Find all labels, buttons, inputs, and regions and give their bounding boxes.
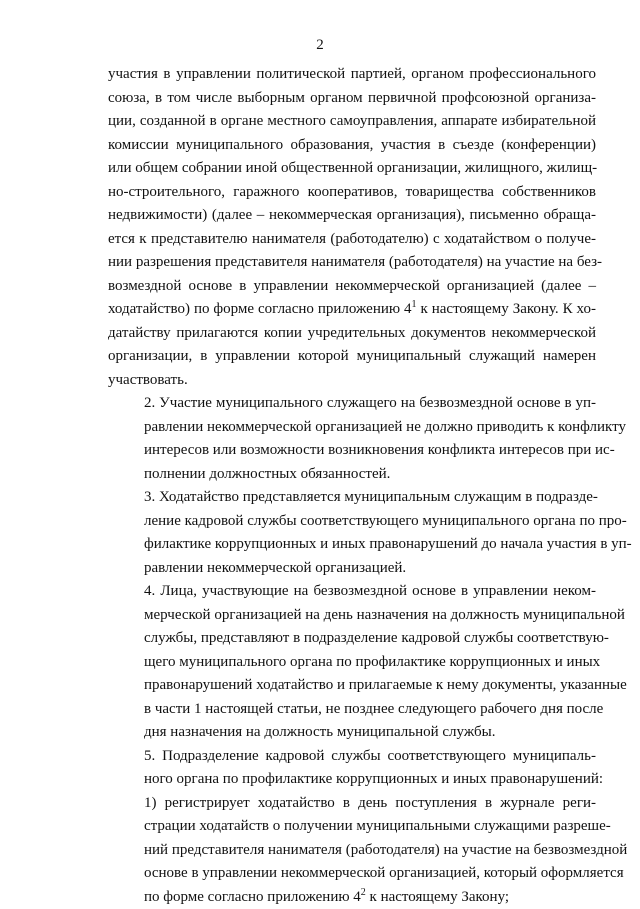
- paragraph-p5-1: [108, 792, 596, 909]
- text-line: участвовать.: [108, 369, 596, 393]
- text-line: организации, в управлении которой муниципальный служащий намерен: [108, 345, 596, 369]
- text-line: [108, 275, 596, 299]
- page-number: 2: [0, 36, 640, 54]
- text-line: 2. Участие муниципального служащего на безвозмездной основе в уп-: [108, 392, 596, 416]
- text-line: филактике коррупционных и иных правонарушений до начала участия в уп-: [108, 533, 596, 557]
- text-line: комиссии муниципального образования, участия в съезде (конференции): [108, 134, 596, 158]
- text-line: ции, созданной в органе местного самоуправления, аппарате избирательной: [108, 110, 596, 134]
- text-line: 5. Подразделение кадровой службы соответствующего муниципаль-: [108, 745, 596, 769]
- text-segment: к настоящему Закону;: [366, 889, 509, 905]
- text-line: [108, 886, 596, 909]
- text-line: ний представителя нанимателя (работодателя) на участие на безвозмездной: [108, 839, 596, 863]
- text-line: равлении некоммерческой организацией не должно приводить к конфликту: [108, 416, 596, 440]
- text-line: основе в управлении некоммерческой организацией, который оформляется: [108, 862, 596, 886]
- paragraph-p4: [108, 580, 596, 745]
- footnote-superscript: 2: [361, 887, 366, 898]
- text-line: участия в управлении политической партией, органом профессионального: [108, 63, 596, 87]
- text-segment: ходатайство) по форме согласно приложению 4: [108, 301, 412, 317]
- text-line: ление кадровой службы соответствующего муниципального органа по про-: [108, 510, 596, 534]
- text-line: нии разрешения представителя нанимателя (работодателя) на участие на без-: [108, 251, 596, 275]
- text-segment: по форме согласно приложению 4: [144, 889, 361, 905]
- document-body: [108, 63, 596, 909]
- text-line: 3. Ходатайство представляется муниципальным служащим в подразде-: [108, 486, 596, 510]
- text-line: но-строительного, гаражного кооперативов, товарищества собственников: [108, 181, 596, 205]
- text-line: [108, 298, 596, 322]
- text-line: щего муниципального органа по профилактике коррупционных и иных: [108, 651, 596, 675]
- text-line: в части 1 настоящей статьи, не позднее следующего рабочего дня после: [108, 698, 596, 722]
- paragraph-p3: [108, 486, 596, 580]
- text-line: датайству прилагаются копии учредительных документов некоммерческой: [108, 322, 596, 346]
- text-line: ного органа по профилактике коррупционных и иных правонарушений:: [108, 768, 596, 792]
- paragraph-p2: [108, 392, 596, 486]
- text-line: недвижимости) (далее – некоммерческая организация), письменно обраща-: [108, 204, 596, 228]
- text-line: дня назначения на должность муниципальной службы.: [108, 721, 596, 745]
- text-line: равлении некоммерческой организацией.: [108, 557, 596, 581]
- text-line: интересов или возможности возникновения конфликта интересов при ис-: [108, 439, 596, 463]
- text-segment: возмездной основе в управлении некоммерческой организацией (далее –: [108, 278, 596, 294]
- text-segment: к настоящему Закону. К хо-: [417, 301, 596, 317]
- text-line: союза, в том числе выборным органом первичной профсоюзной организа-: [108, 87, 596, 111]
- text-line: ется к представителю нанимателя (работодателю) с ходатайством о получе-: [108, 228, 596, 252]
- paragraph-p1-continuation: [108, 63, 596, 392]
- text-line: мерческой организацией на день назначения на должность муниципальной: [108, 604, 596, 628]
- text-line: службы, представляют в подразделение кадровой службы соответствую-: [108, 627, 596, 651]
- text-line: или общем собрании иной общественной организации, жилищного, жилищ-: [108, 157, 596, 181]
- text-line: полнении должностных обязанностей.: [108, 463, 596, 487]
- paragraph-p5: [108, 745, 596, 792]
- text-line: 1) регистрирует ходатайство в день поступления в журнале реги-: [108, 792, 596, 816]
- text-line: страции ходатайств о получении муниципальными служащими разреше-: [108, 815, 596, 839]
- footnote-superscript: 1: [412, 299, 417, 310]
- text-line: правонарушений ходатайство и прилагаемые к нему документы, указанные: [108, 674, 596, 698]
- text-line: 4. Лица, участвующие на безвозмездной основе в управлении неком-: [108, 580, 596, 604]
